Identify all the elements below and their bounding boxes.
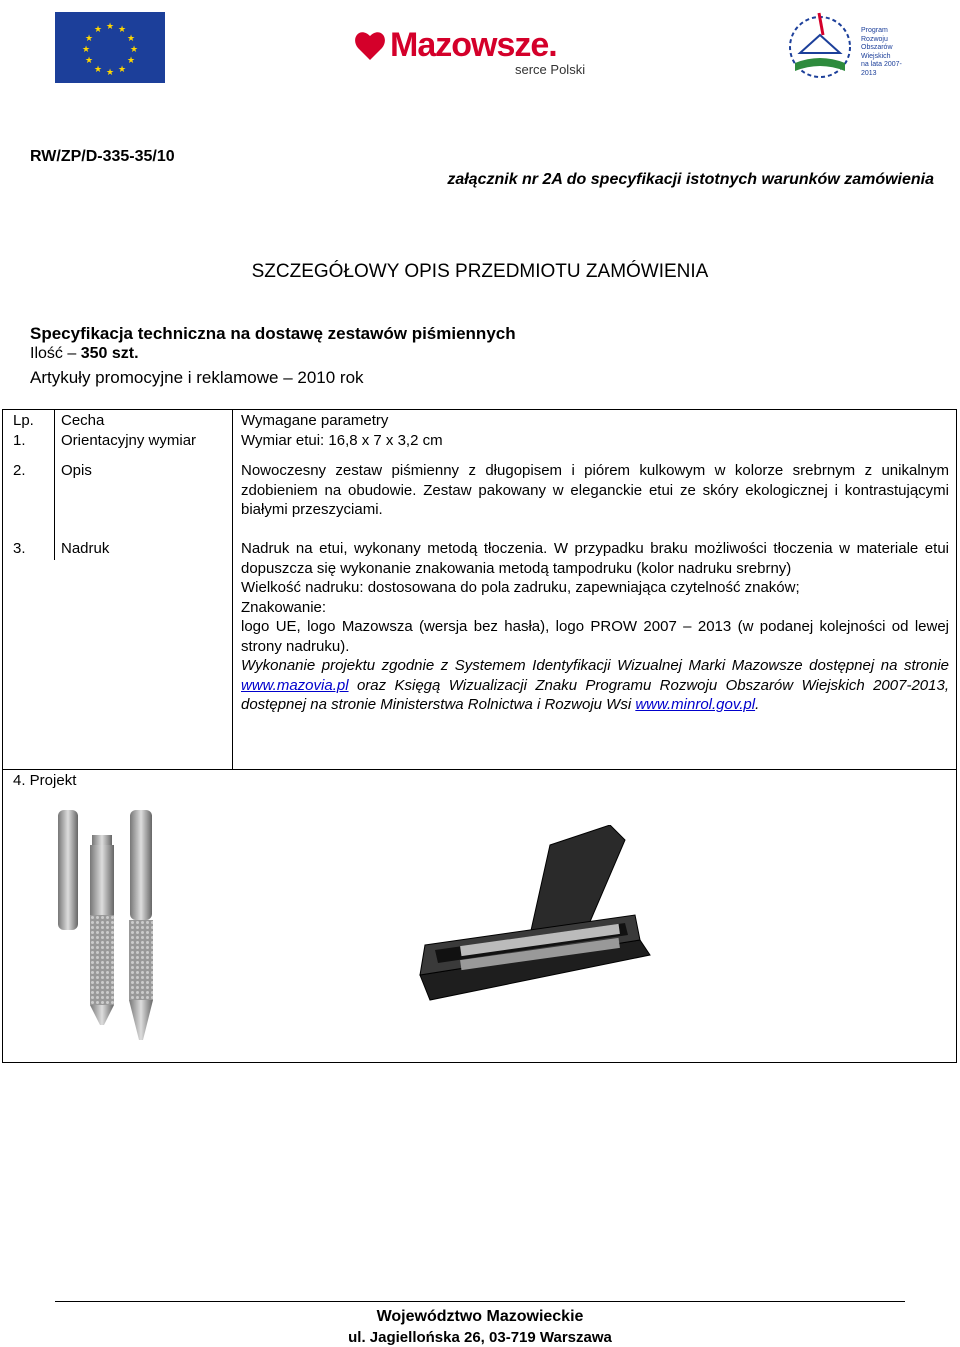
col-divider bbox=[232, 410, 233, 770]
quantity-dash: – bbox=[67, 345, 77, 362]
svg-text:★: ★ bbox=[84, 34, 94, 44]
svg-text:★: ★ bbox=[105, 22, 115, 32]
prow-line: Obszarów bbox=[861, 44, 893, 51]
prow-line: na lata 2007-2013 bbox=[861, 61, 902, 77]
footer-address: ul. Jagiellońska 26, 03-719 Warszawa bbox=[348, 1329, 612, 1346]
eu-stars-icon bbox=[55, 12, 165, 83]
mazowsze-wordmark: Mazowsze. bbox=[390, 26, 557, 64]
svg-text:★: ★ bbox=[105, 68, 115, 78]
quantity-value: 350 szt. bbox=[80, 345, 139, 362]
annex-label: załącznik nr 2A do specyfikacji istotnych warunków zamówienia bbox=[447, 171, 934, 188]
gift-case-image bbox=[380, 825, 700, 1010]
row3-p5-a: Wykonanie projektu zgodnie z Systemem Identyfikacji Wizualnej Marki Mazowsze dostępnej na stronie bbox=[241, 657, 949, 674]
mazovia-link[interactable]: www.mazovia.pl bbox=[241, 676, 349, 694]
row2-num: 2. bbox=[13, 462, 26, 479]
row1-value: Wymiar etui: 16,8 x 7 x 3,2 cm bbox=[241, 432, 443, 449]
row3-p4: logo UE, logo Mazowsza (wersja bez hasła), logo PROW 2007 – 2013 (w podanej kolejności od lewej strony nadruku). bbox=[241, 618, 949, 655]
row3-p5-end: . bbox=[755, 696, 760, 713]
reference-number: RW/ZP/D-335-35/10 bbox=[30, 148, 175, 165]
svg-text:★: ★ bbox=[129, 45, 139, 55]
prow-line: Program bbox=[861, 27, 888, 34]
col-divider bbox=[54, 410, 55, 560]
row1-feature: Orientacyjny wymiar bbox=[61, 432, 197, 449]
eu-flag-logo bbox=[55, 12, 165, 83]
svg-text:★: ★ bbox=[126, 56, 136, 66]
svg-text:★: ★ bbox=[93, 25, 103, 35]
svg-text:★: ★ bbox=[126, 34, 136, 44]
svg-text:★: ★ bbox=[117, 25, 127, 35]
prow-logo bbox=[783, 5, 913, 85]
row2-feature: Opis bbox=[61, 462, 92, 479]
pen-cap bbox=[58, 810, 78, 930]
heart-icon bbox=[355, 32, 385, 60]
minrol-link[interactable]: www.minrol.gov.pl bbox=[635, 696, 756, 713]
mazowsze-logo bbox=[350, 26, 600, 82]
row1-num: 1. bbox=[13, 432, 26, 449]
row4-label: 4. Projekt bbox=[13, 772, 77, 789]
quantity-line bbox=[30, 345, 139, 363]
promo-line: Artykuły promocyjne i reklamowe – 2010 rok bbox=[30, 368, 364, 387]
header-lp: Lp. bbox=[13, 412, 34, 429]
row3-p5-b: oraz Księgą Wizualizacji Znaku Programu Rozwoju Obszarów Wiejskich 2007-2013, dostępnej na stronie Ministerstwa Rolnictwa i Rozwoju Wsi bbox=[241, 676, 949, 713]
spec-heading: Specyfikacja techniczna na dostawę zestawów piśmiennych bbox=[30, 324, 516, 343]
row3-num: 3. bbox=[13, 540, 26, 557]
quantity-label: Ilość bbox=[30, 345, 63, 362]
prow-emblem-icon bbox=[783, 5, 858, 85]
header-feature: Cecha bbox=[61, 412, 105, 429]
row3-p3: Znakowanie: bbox=[241, 598, 327, 616]
prow-line: Rozwoju bbox=[861, 35, 888, 43]
row2-value: Nowoczesny zestaw piśmienny z długopisem i piórem kulkowym w kolorze srebrnym z unikalnym zdobieniem na obudowie. Zestaw pakowany w eleganckie etui ze skóry ekologicznej i kontrastującymi białymi przeszyciami. bbox=[241, 462, 949, 518]
svg-text:★: ★ bbox=[84, 56, 94, 66]
pens-image bbox=[50, 805, 170, 1050]
svg-text:★: ★ bbox=[93, 65, 103, 75]
prow-line: Wiejskich bbox=[861, 52, 891, 60]
mazowsze-tagline: serce Polski bbox=[515, 62, 586, 77]
svg-text:★: ★ bbox=[81, 45, 91, 55]
footer-divider bbox=[55, 1301, 905, 1302]
row3-feature: Nadruk bbox=[61, 540, 110, 557]
row-divider bbox=[3, 769, 956, 770]
header-params: Wymagane parametry bbox=[241, 412, 389, 429]
svg-text:★: ★ bbox=[117, 65, 127, 75]
document-title: SZCZEGÓŁOWY OPIS PRZEDMIOTU ZAMÓWIENIA bbox=[251, 261, 709, 282]
footer-org: Województwo Mazowieckie bbox=[376, 1308, 584, 1325]
row3-value bbox=[241, 539, 949, 715]
row3-p2: Wielkość nadruku: dostosowana do pola zadruku, zapewniająca czytelność znaków; bbox=[241, 579, 800, 596]
row3-p5 bbox=[241, 656, 949, 715]
row3-p1: Nadruk na etui, wykonany metodą tłoczenia. W przypadku braku możliwości tłoczenia w materiale etui dopuszcza się wykonanie znakowania metodą tampodruku (kolor nadruku srebrny) bbox=[241, 540, 949, 577]
